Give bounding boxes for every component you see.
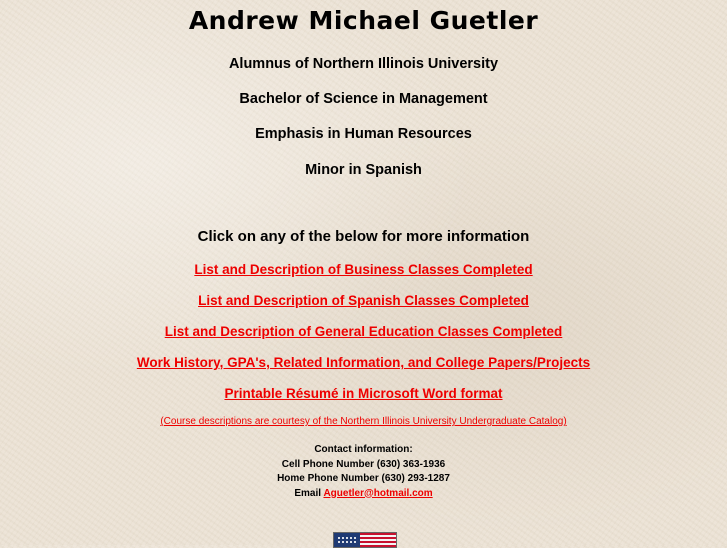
general-education-classes-link[interactable]: List and Description of General Education Classes Completed [164, 324, 563, 339]
link-row-gen-ed [0, 323, 727, 341]
work-history-link[interactable]: Work History, GPA's, Related Information, and College Papers/Projects [136, 355, 591, 370]
email-link[interactable]: Aguetler@hotmail.com [323, 487, 433, 499]
credential-degree: Bachelor of Science in Management [239, 91, 488, 107]
contact-block [0, 443, 727, 501]
resume-link[interactable]: Printable Résumé in Microsoft Word format [224, 386, 503, 401]
credential-minor: Minor in Spanish [305, 162, 422, 178]
link-row-spanish [0, 292, 727, 310]
contact-heading: Contact information: [314, 444, 413, 455]
email-label: Email [294, 487, 322, 499]
page-title: Andrew Michael Guetler [188, 6, 539, 35]
link-row-resume [0, 385, 727, 403]
us-flag-icon [333, 532, 397, 548]
credential-emphasis: Emphasis in Human Resources [255, 126, 472, 142]
cell-phone: Cell Phone Number (630) 363-1936 [281, 458, 446, 470]
catalog-note-row [0, 416, 727, 427]
business-classes-link[interactable]: List and Description of Business Classes Completed [194, 262, 533, 277]
catalog-note-link[interactable]: (Course descriptions are courtesy of the Northern Illinois University Undergraduate Catalog) [160, 416, 567, 427]
email-row [0, 487, 727, 502]
credential-alumnus: Alumnus of Northern Illinois University [228, 56, 499, 72]
spanish-classes-link[interactable]: List and Description of Spanish Classes Completed [198, 293, 529, 308]
home-phone: Home Phone Number (630) 293-1287 [277, 473, 450, 484]
call-to-action: Click on any of the below for more information [197, 228, 530, 245]
link-row-work-history [0, 354, 727, 372]
link-row-business [0, 261, 727, 279]
